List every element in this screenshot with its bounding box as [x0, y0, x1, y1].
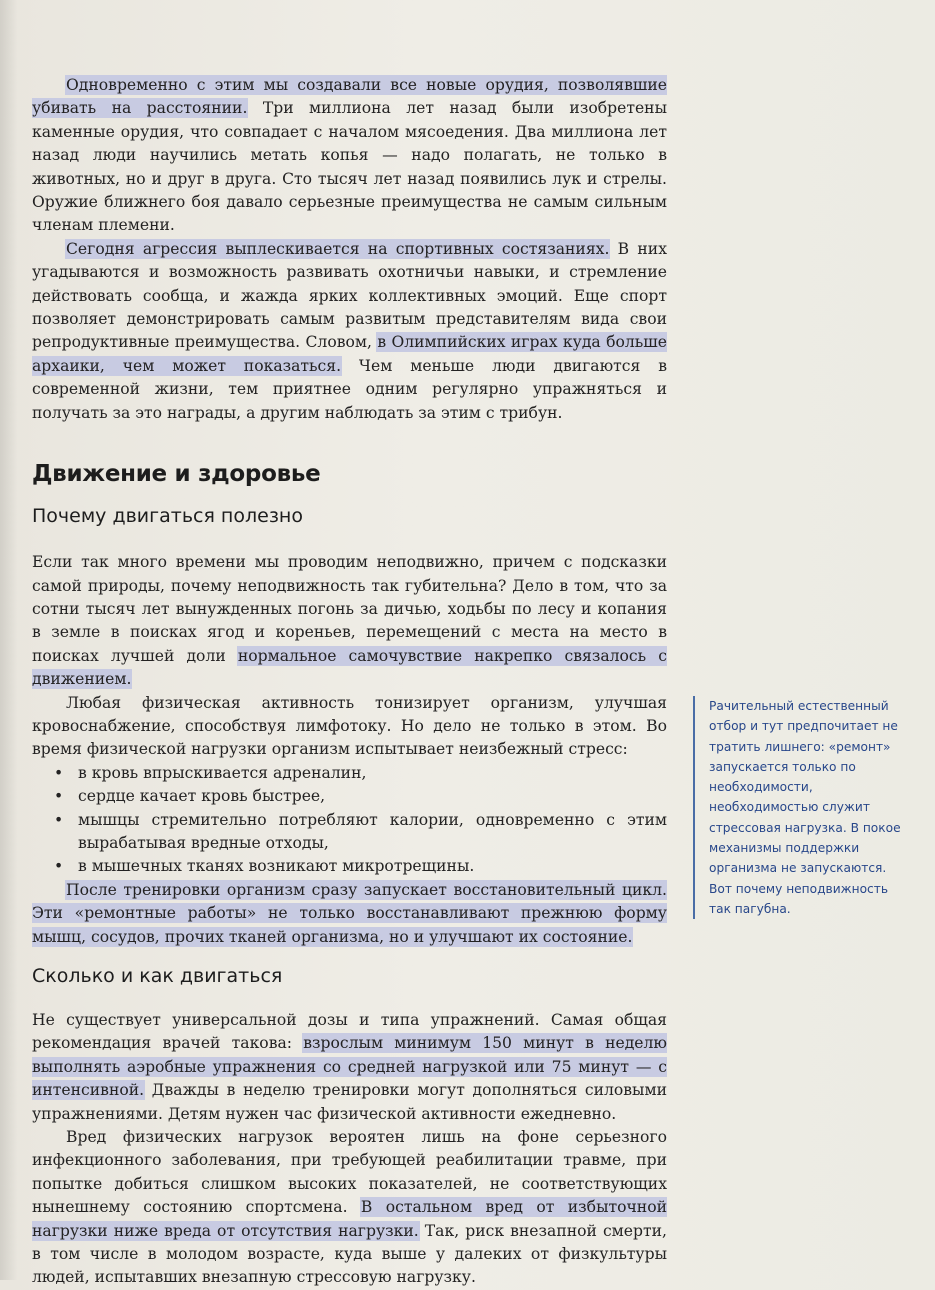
bullet-icon: • — [54, 763, 64, 782]
main-text-column — [32, 74, 667, 1290]
list-item: • мышцы стремительно потребляют калории, одновременно с этим вырабатывая вредные отходы, — [54, 810, 667, 852]
paragraph-recommendation — [32, 1009, 667, 1126]
paragraph-harm-text: Вред физических нагрузок вероятен лишь на фоне серьезного инфекционного заболевания, при требующей реабилитации травме, при попытке добиться слишком высоких показателей, не соответствующих нынешнему состоянию спортсмена. — [32, 1128, 667, 1217]
bullet-icon: • — [54, 810, 64, 829]
subsection-title-how-much: Сколько и как двигаться — [32, 965, 283, 987]
list-item: • сердце качает кровь быстрее, — [32, 785, 667, 808]
highlight-harm[interactable]: В остальном вред от избыточной нагрузки ниже вреда от отсутствия нагрузки. — [32, 1198, 667, 1240]
paragraph-weapons — [32, 74, 667, 238]
margin-sidenote: Рачительный естественный отбор и тут предпочитает не тратить лишнего: «ремонт» запускается только по необходимости, необходимостью служит стрессовая нагрузка. В покое механизмы поддержки организма не запускаются. Вот почему неподвижность так пагубна. — [693, 696, 909, 919]
paragraph-harm — [32, 1126, 667, 1290]
paragraph-recommendation-end: Дважды в неделю тренировки могут дополняться силовыми упражнениями. Детям нужен час физической активности ежедневно. — [32, 1081, 667, 1123]
highlight-olympics[interactable]: в Олимпийских играх куда больше архаики, чем может показаться. — [32, 333, 667, 375]
paragraph-immobility-text: Если так много времени мы проводим неподвижно, причем с подсказки самой природы, почему неподвижность так губительна? Дело в том, что за сотни тысяч лет вынужденных погонь за дичью, ходьбы по лесу и копания в земле в поисках ягод и кореньев, перемещений с места на место в поисках лучшей доли — [32, 553, 667, 665]
subsection-title-why-move: Почему двигаться полезно — [32, 505, 303, 528]
paragraph-weapons-text: Три миллиона лет назад были изобретены каменные орудия, что совпадает с началом мясоедения. Два миллиона лет назад люди научились метать копья — надо полагать, не только в животных, но и друг в друга. Сто тысяч лет назад появились лук и стрелы. Оружие ближнего боя давало серьезные преимущества не самым сильным членам племени. — [32, 99, 667, 235]
paragraph-sport-text: В них угадываются и возможность развивать охотничьи навыки, и стремление действовать сообща, и жажда ярких коллективных эмоций. Еще спорт позволяет демонстрировать самым развитым представителям вида свои репродуктивные преимущества. Словом, — [32, 239, 667, 352]
highlight-weapons[interactable]: Одновременно с этим мы создавали все новые орудия, позволявшие убивать на расстоянии. — [32, 76, 667, 118]
stress-list — [32, 762, 667, 879]
list-item: • в кровь впрыскивается адреналин, — [32, 762, 667, 785]
bullet-icon: • — [54, 787, 64, 806]
paragraph-sport-end: Чем меньше люди двигаются в современной жизни, тем приятнее одним регулярно упражняться и получать за это награды, а другим наблюдать за этим с трибун. — [32, 356, 667, 422]
bullet-icon: • — [54, 857, 64, 876]
highlight-movement-wellbeing[interactable]: нормальное самочувствие накрепко связалось с движением. — [32, 646, 667, 689]
highlight-150-minutes[interactable]: взрослым минимум 150 минут в неделю выполнять аэробные упражнения со средней нагрузкой или 75 минут — с интенсивной. — [32, 1034, 668, 1100]
highlight-recovery[interactable]: После тренировки организм сразу запускает восстановительный цикл. Эти «ремонтные работы» не только восстанавливают прежнюю форму мышц, сосудов, прочих тканей организма, но и улучшают их состояние. — [32, 880, 667, 946]
section-title: Движение и здоровье — [32, 461, 321, 488]
paragraph-immobility — [32, 551, 667, 691]
paragraph-stress: Любая физическая активность тонизирует организм, улучшая кровоснабжение, способствуя лимфотоку. Но дело не только в этом. Во время физической нагрузки организм испытывает неизбежный стресс: — [32, 693, 667, 759]
paragraph-recovery — [32, 879, 667, 949]
list-item: • в мышечных тканях возникают микротрещины. — [32, 855, 667, 878]
page-binding-shadow — [0, 0, 18, 1280]
paragraph-harm-end: Так, риск внезапной смерти, в том числе в молодом возрасте, куда выше у далеких от физкультуры людей, испытавших внезапную стрессовую нагрузку. — [32, 1221, 667, 1287]
highlight-sport-aggression[interactable]: Сегодня агрессия выплескивается на спортивных состязаниях. — [66, 239, 610, 258]
paragraph-recommendation-text: Не существует универсальной дозы и типа упражнений. Самая общая рекомендация врачей такова: — [32, 1011, 667, 1053]
paragraph-sport — [32, 238, 667, 425]
